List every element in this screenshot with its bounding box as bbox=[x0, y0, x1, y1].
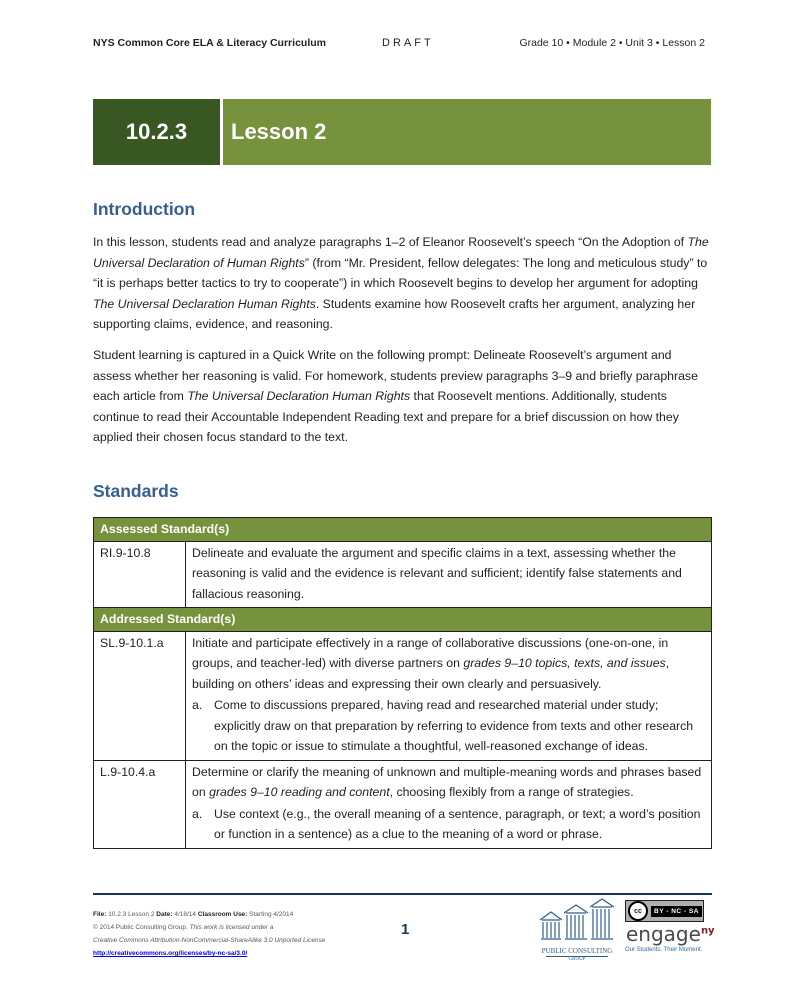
standards-table bbox=[93, 517, 712, 849]
page-number: 1 bbox=[401, 921, 410, 938]
standard-description bbox=[186, 760, 712, 848]
header-curriculum: NYS Common Core ELA & Literacy Curriculum bbox=[93, 37, 326, 49]
text-run: , building on others’ ideas and expressing their own clearly and persuasively. bbox=[192, 656, 670, 691]
introduction-paragraph-2 bbox=[93, 345, 713, 448]
copyright-text: © 2014 Public Consulting Group. bbox=[93, 924, 188, 931]
text-run: ” (from “Mr. President, fellow delegates: The long and meticulous study” to “it is perhaps better tactics to try to cooperate”) in which Roosevelt begins to develop her argument for adopting bbox=[93, 255, 708, 290]
engageny-tagline: Our Students. Their Moment. bbox=[625, 947, 703, 953]
footer-divider bbox=[93, 893, 712, 895]
engageny-logo bbox=[626, 922, 715, 946]
italic-title-text: grades 9–10 topics, texts, and issues bbox=[463, 656, 666, 670]
license-link[interactable]: http://creativecommons.org/licenses/by-nc-sa/3.0/ bbox=[93, 950, 248, 957]
header-location: Grade 10 • Module 2 • Unit 3 • Lesson 2 bbox=[519, 37, 705, 49]
engage-word: engage bbox=[626, 922, 701, 946]
text-run: , choosing flexibly from a range of strategies. bbox=[389, 785, 634, 799]
substandard-text: Use context (e.g., the overall meaning of a sentence, paragraph, or text; a word’s position or function in a sentence) as a clue to the meaning of a word or phrase. bbox=[214, 806, 701, 841]
classroom-use-value: Starting 4/2014 bbox=[249, 911, 294, 918]
italic-title-text: The Universal Declaration of Human Rights bbox=[93, 235, 709, 270]
date-value: 4/18/14 bbox=[174, 911, 197, 918]
text-run: Initiate and participate effectively in a range of collaborative discussions (one-on-one, in groups, and teacher-led) with diverse partners on bbox=[192, 635, 669, 670]
standard-substandard bbox=[192, 695, 706, 757]
standard-text bbox=[192, 762, 706, 803]
addressed-standards-header-label: Addressed Standard(s) bbox=[94, 608, 712, 632]
addressed-standards-header bbox=[94, 608, 712, 632]
text-run: In this lesson, students read and analyze paragraphs 1–2 of Eleanor Roosevelt’s speech “On the Adoption of bbox=[93, 235, 688, 249]
pcg-logo bbox=[536, 898, 618, 962]
standard-text bbox=[192, 633, 706, 695]
license-name: Creative Commons Attribution-NonCommercial-ShareAlike 3.0 Unported License bbox=[93, 937, 326, 944]
cc-icon: cc bbox=[628, 901, 648, 921]
footer-file-info bbox=[93, 911, 293, 918]
file-label: File: bbox=[93, 911, 107, 918]
standard-code: RI.9-10.8 bbox=[94, 541, 186, 608]
substandard-label: a. bbox=[192, 698, 203, 712]
pcg-logo-sub: GROUP bbox=[546, 956, 608, 962]
header-draft-status: DRAFT bbox=[382, 37, 434, 49]
classroom-use-label: Classroom Use: bbox=[197, 911, 248, 918]
standard-code: L.9-10.4.a bbox=[94, 760, 186, 848]
italic-title-text: The Universal Declaration Human Rights bbox=[93, 296, 316, 311]
assessed-standards-header bbox=[94, 518, 712, 542]
text-run: Student learning is captured in a Quick Write on the following prompt: Delineate Roosevelt’s argument and assess whether her reasoning is valid. For homework, students preview paragraphs 3–9 and briefly paraphrase each article from bbox=[93, 348, 698, 403]
footer-license-link-wrap bbox=[93, 950, 247, 957]
italic-title-text: grades 9–10 reading and content bbox=[209, 785, 390, 799]
cc-terms: BY - NC - SA bbox=[651, 906, 702, 917]
text-run: Delineate and evaluate the argument and specific claims in a text, assessing whether the reasoning is valid and the evidence is relevant and sufficient; identify false statements and fallacious reasoning. bbox=[192, 545, 682, 601]
standard-description bbox=[186, 541, 712, 608]
introduction-heading: Introduction bbox=[93, 199, 196, 219]
pcg-columns-icon bbox=[536, 898, 618, 944]
standard-row bbox=[94, 631, 712, 760]
substandard-label: a. bbox=[192, 806, 203, 821]
standard-code: SL.9-10.1.a bbox=[94, 631, 186, 760]
lesson-banner bbox=[93, 99, 711, 165]
text-run: Determine or clarify the meaning of unknown and multiple-meaning words and phrases based on bbox=[192, 764, 702, 799]
assessed-standards-header-label: Assessed Standard(s) bbox=[94, 518, 712, 542]
text-run: that Roosevelt mentions. Additionally, students continue to read their Accountable Independent Reading text and prepare for a brief discussion on how they applied their chosen focus standard to the text. bbox=[93, 389, 679, 444]
introduction-paragraph-1 bbox=[93, 232, 713, 335]
footer-license-name bbox=[93, 937, 325, 944]
lesson-title: Lesson 2 bbox=[223, 99, 711, 165]
footer-copyright bbox=[93, 924, 273, 931]
substandard-text: Come to discussions prepared, having read and researched material under study; explicitly draw on that preparation by referring to evidence from texts and other research on the topic or issue to stimulate a thoughtful, well-reasoned exchange of ideas. bbox=[214, 698, 694, 753]
standard-row bbox=[94, 541, 712, 608]
cc-license-badge bbox=[625, 900, 704, 922]
engage-ny: ny bbox=[700, 925, 715, 937]
standard-row bbox=[94, 760, 712, 848]
standards-heading: Standards bbox=[93, 481, 179, 501]
lesson-code: 10.2.3 bbox=[93, 99, 220, 165]
italic-title-text: The Universal Declaration Human Rights bbox=[187, 389, 411, 403]
standard-description bbox=[186, 631, 712, 760]
text-run: . Students examine how Roosevelt crafts her argument, analyzing her supporting claims, evidence, and reasoning. bbox=[93, 296, 696, 331]
standard-substandard bbox=[192, 804, 706, 845]
pcg-logo-text: PUBLIC CONSULTING bbox=[541, 947, 613, 955]
file-value: 10.2.3 Lesson 2 bbox=[108, 911, 155, 918]
license-intro: This work is licensed under a bbox=[189, 924, 274, 931]
standard-text bbox=[192, 543, 706, 605]
date-label: Date: bbox=[156, 911, 173, 918]
